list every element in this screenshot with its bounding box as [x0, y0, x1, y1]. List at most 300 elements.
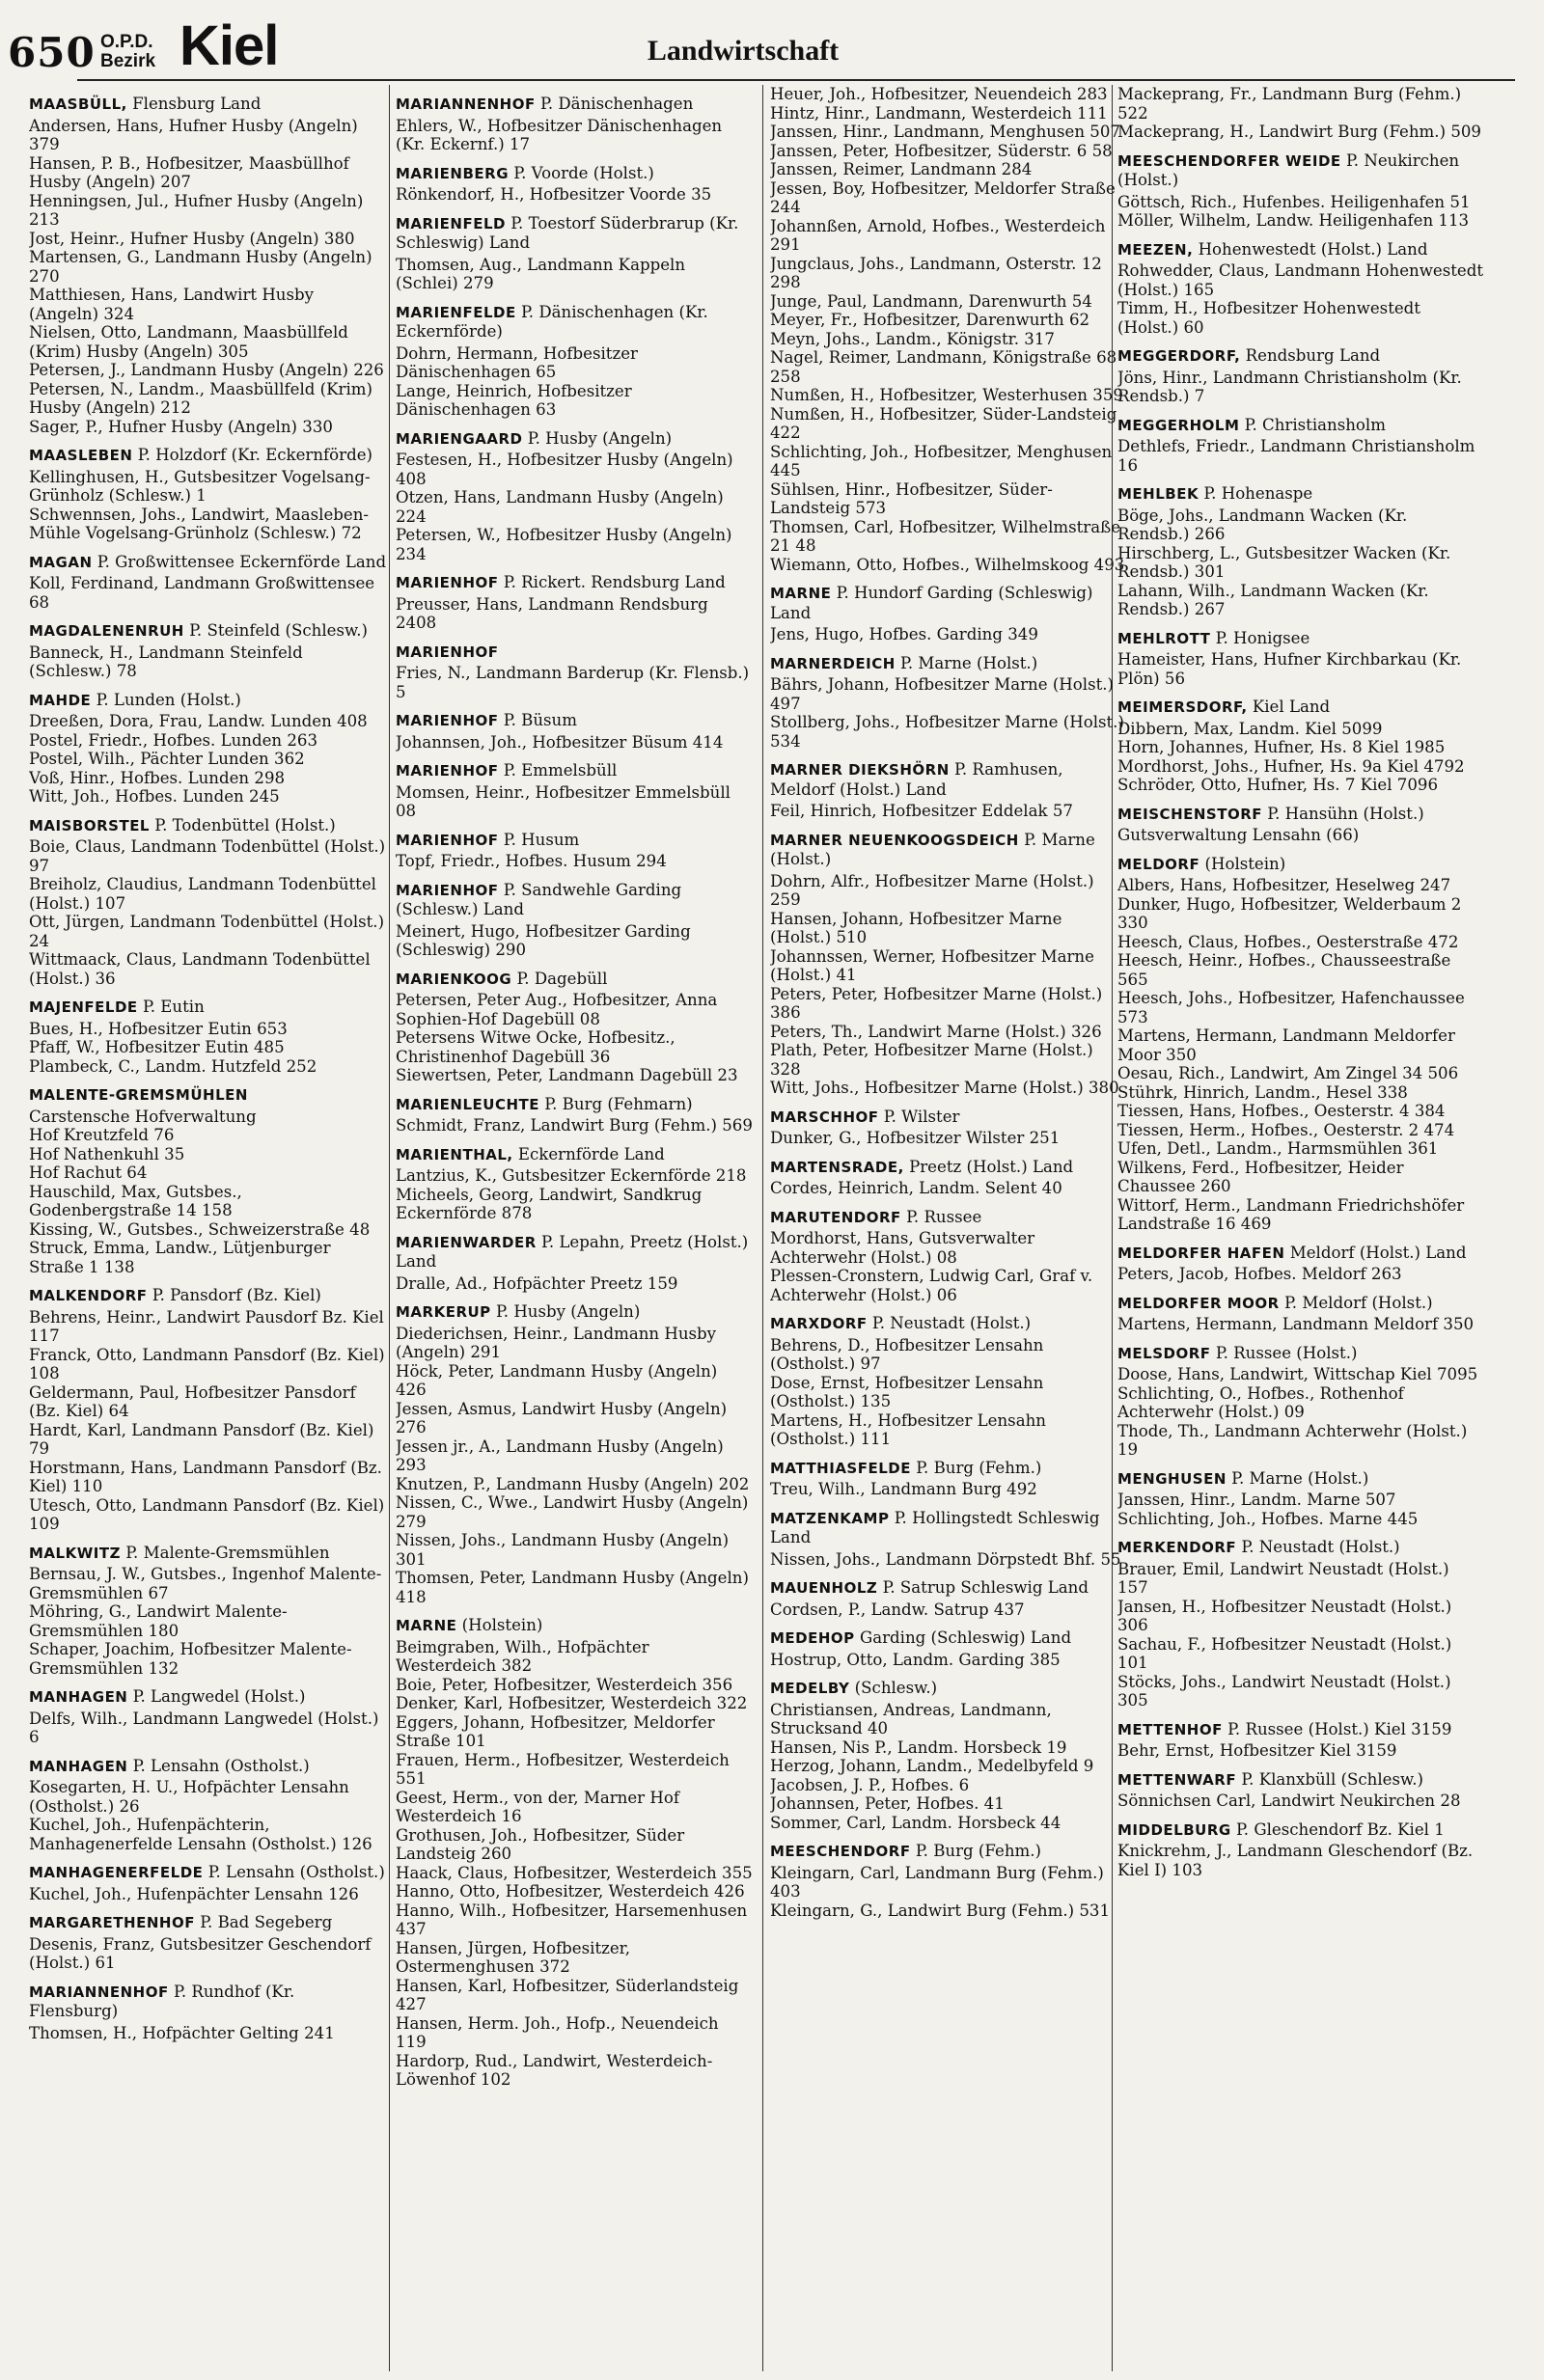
place-heading: [1117, 805, 1484, 825]
directory-entry: Johannsen, Joh., Hofbesitzer Büsum 414: [396, 732, 724, 752]
place-heading: [1117, 484, 1484, 505]
directory-entry: Knickrehm, J., Landmann Gleschendorf (Bz. Kiel I) 103: [1117, 1842, 1474, 1879]
place-postal-info: P. Gleschendorf Bz. Kiel 1: [1230, 1819, 1445, 1839]
directory-entry: Lahann, Wilh., Landmann Wacken (Kr. Rendsb.) 267: [1117, 581, 1429, 618]
directory-entry: Franck, Otto, Landmann Pansdorf (Bz. Kiel) 108: [29, 1345, 385, 1382]
directory-entry: Carstensche Hofverwaltung: [29, 1107, 257, 1126]
place-name: MALKWITZ: [29, 1544, 121, 1562]
directory-entry: Petersen, W., Hofbesitzer Husby (Angeln) 234: [396, 526, 732, 563]
place-name: MATZENKAMP: [770, 1509, 890, 1527]
place-name: MARNER NEUENKOOGSDEICH: [770, 831, 1019, 849]
place-heading: [396, 761, 753, 781]
directory-entry: Janssen, Reimer, Landmann 284: [770, 160, 1033, 178]
directory-entry: Schlichting, Joh., Hofbesitzer, Menghusen 445: [770, 442, 1113, 479]
bezirk-label: Bezirk: [100, 51, 156, 71]
place-name: MARNER DIEKSHÖRN: [770, 761, 950, 779]
directory-entry: Dreeßen, Dora, Frau, Landw. Lunden 408: [29, 712, 368, 730]
directory-entry: Hanno, Wilh., Hofbesitzer, Harsemenhusen 437: [396, 1901, 748, 1938]
directory-entry: Martens, Hermann, Landmann Meldorf 350: [1117, 1315, 1475, 1333]
place-name: MARIENKOOG: [396, 970, 512, 988]
place-heading: [396, 95, 753, 115]
place-postal-info: P. Voorde (Holst.): [509, 163, 654, 182]
place-heading: [770, 1509, 1127, 1548]
place-heading: [770, 1208, 1127, 1228]
place-postal-info: Rendsburg Land: [1240, 346, 1381, 365]
directory-entry: Dralle, Ad., Hofpächter Preetz 159: [396, 1273, 678, 1293]
opd-label: O.P.D.: [100, 32, 153, 52]
place-heading: [770, 1842, 1127, 1862]
directory-entry: Schaper, Joachim, Hofbesitzer Malente-Gremsmühlen 132: [29, 1640, 352, 1678]
directory-entry: Möhring, G., Landwirt Malente-Gremsmühlen 180: [29, 1602, 288, 1640]
place-name: MARIENFELD: [396, 214, 506, 233]
place-name: MARNERDEICH: [770, 654, 896, 672]
place-postal-info: P. Christiansholm: [1239, 415, 1386, 434]
place-postal-info: P. Hansühn (Holst.): [1262, 804, 1424, 823]
directory-entry: Witt, Joh., Hofbes. Lunden 245: [29, 787, 280, 806]
place-postal-info: P. Husby (Angeln): [490, 1302, 641, 1321]
directory-entry: Meyn, Johs., Landm., Königstr. 317: [770, 329, 1055, 348]
directory-column-3: [770, 85, 1127, 2371]
place-name: MEIMERSDORF,: [1117, 698, 1248, 716]
directory-entry: Schwennsen, Johs., Landwirt, Maasleben-Mühle Vogelsang-Grünholz (Schlesw.) 72: [29, 505, 370, 542]
place-heading: [29, 1286, 388, 1306]
directory-entry: Hardt, Karl, Landmann Pansdorf (Bz. Kiel) 79: [29, 1420, 374, 1458]
directory-entry: Peters, Jacob, Hofbes. Meldorf 263: [1117, 1265, 1402, 1283]
place-heading: [396, 1233, 753, 1272]
place-postal-info: Hohenwestedt (Holst.) Land: [1193, 239, 1428, 259]
directory-entry: Behrens, D., Hofbesitzer Lensahn (Ostholst.) 97: [770, 1335, 1044, 1373]
place-postal-info: P. Wilster: [878, 1107, 960, 1126]
directory-entry: Numßen, H., Hofbesitzer, Westerhusen 359: [770, 386, 1123, 404]
place-postal-info: P. Lepahn, Preetz (Holst.) Land: [396, 1232, 749, 1271]
directory-entry: Numßen, H., Hofbesitzer, Süder-Landsteig 422: [770, 404, 1117, 442]
directory-entry: Topf, Friedr., Hofbes. Husum 294: [396, 852, 667, 870]
place-postal-info: (Holstein): [456, 1616, 543, 1634]
place-name: MELSDORF: [1117, 1344, 1211, 1362]
directory-entry: Heuer, Joh., Hofbesitzer, Neuendeich 283: [770, 85, 1108, 103]
directory-entry: Jessen jr., A., Landmann Husby (Angeln) 293: [396, 1436, 724, 1474]
place-postal-info: P. Burg (Fehm.): [910, 1458, 1042, 1477]
section-title: Landwirtschaft: [647, 35, 840, 67]
place-name: MEGGERDORF,: [1117, 347, 1241, 365]
directory-entry: Dohrn, Alfr., Hofbesitzer Marne (Holst.) 259: [770, 871, 1094, 909]
directory-entry: Rönkendorf, H., Hofbesitzer Voorde 35: [396, 185, 712, 204]
directory-entry: Doose, Hans, Landwirt, Wittschap Kiel 7095: [1117, 1365, 1478, 1383]
place-name: MARIENLEUCHTE: [396, 1095, 539, 1113]
place-heading: [770, 1314, 1127, 1334]
place-name: MERKENDORF: [1117, 1539, 1237, 1556]
directory-entry: Postel, Wilh., Pächter Lunden 362: [29, 750, 305, 768]
directory-entry: Lange, Heinrich, Hofbesitzer Dänischenhagen 63: [396, 381, 632, 419]
directory-entry: Hardorp, Rud., Landwirt, Westerdeich-Löwenhof 102: [396, 2051, 713, 2089]
place-postal-info: P. Neustadt (Holst.): [867, 1314, 1032, 1332]
place-name: MEDELBY: [770, 1680, 850, 1697]
directory-entry: Horn, Johannes, Hufner, Hs. 8 Kiel 1985: [1117, 738, 1446, 756]
directory-column-4: [1117, 85, 1484, 2371]
place-postal-info: P. Husby (Angeln): [522, 428, 673, 448]
directory-entry: Hauschild, Max, Gutsbes., Godenbergstraße 14 158: [29, 1182, 242, 1219]
place-heading: [396, 1302, 753, 1323]
directory-entry: Tiessen, Hans, Hofbes., Oesterstr. 4 384: [1117, 1102, 1446, 1120]
directory-entry: Feil, Hinrich, Hofbesitzer Eddelak 57: [770, 802, 1073, 820]
directory-entry: Petersen, Peter Aug., Hofbesitzer, Anna Sophien-Hof Dagebüll 08: [396, 991, 718, 1028]
header-rule: [77, 79, 1515, 81]
place-name: MAHDE: [29, 691, 92, 709]
directory-entry: Petersen, J., Landmann Husby (Angeln) 226: [29, 361, 384, 379]
place-postal-info: P. Langwedel (Holst.): [127, 1687, 306, 1706]
directory-entry: Hansen, Karl, Hofbesitzer, Süderlandsteig 427: [396, 1976, 739, 2013]
directory-entry: Breiholz, Claudius, Landmann Todenbüttel (Holst.) 107: [29, 875, 376, 913]
place-name: MANHAGEN: [29, 1688, 128, 1706]
directory-entry: Heesch, Heinr., Hofbes., Chausseestraße 565: [1117, 951, 1451, 989]
directory-entry: Bährs, Johann, Hofbesitzer Marne (Holst.) 497: [770, 675, 1114, 713]
directory-entry: Dose, Ernst, Hofbesitzer Lensahn (Ostholst.) 135: [770, 1373, 1044, 1410]
place-name: MELDORFER HAFEN: [1117, 1244, 1285, 1262]
place-heading: [1117, 240, 1484, 260]
place-name: MARIENHOF: [396, 831, 499, 849]
directory-entry: Hostrup, Otto, Landm. Garding 385: [770, 1650, 1061, 1669]
place-name: MARIENHOF: [396, 712, 499, 729]
directory-entry: Johannsen, Peter, Hofbes. 41: [770, 1794, 1005, 1813]
place-heading: [770, 1459, 1127, 1479]
place-heading: [1117, 1720, 1484, 1740]
place-postal-info: P. Büsum: [498, 711, 577, 729]
place-heading: [1117, 1469, 1484, 1490]
directory-entry: Boie, Peter, Hofbesitzer, Westerdeich 356: [396, 1675, 733, 1694]
directory-entry: Cordsen, P., Landw. Satrup 437: [770, 1600, 1025, 1619]
place-heading: [1117, 629, 1484, 649]
place-postal-info: P. Neustadt (Holst.): [1236, 1538, 1400, 1556]
directory-entry: Plath, Peter, Hofbesitzer Marne (Holst.) 328: [770, 1041, 1093, 1079]
place-name: MARIENWARDER: [396, 1233, 537, 1251]
place-name: MENGHUSEN: [1117, 1469, 1227, 1488]
directory-entry: Ufen, Detl., Landm., Harmsmühlen 361: [1117, 1139, 1439, 1158]
place-name: MAGDALENENRUH: [29, 622, 184, 640]
directory-entry: Thomsen, Carl, Hofbesitzer, Wilhelmstraße 21 48: [770, 517, 1121, 555]
directory-entry: Beimgraben, Wilh., Hofpächter Westerdeich 382: [396, 1637, 649, 1675]
place-heading: [770, 584, 1127, 623]
directory-entry: Nissen, Johs., Landmann Dörpstedt Bhf. 55: [770, 1549, 1121, 1569]
place-name: MARNE: [396, 1617, 457, 1634]
directory-entry: Behr, Ernst, Hofbesitzer Kiel 3159: [1117, 1741, 1397, 1760]
place-heading: [396, 303, 753, 342]
place-name: MARGARETHENHOF: [29, 1914, 195, 1931]
directory-entry: Andersen, Hans, Hufner Husby (Angeln) 379: [29, 116, 358, 153]
place-name: MARKERUP: [396, 1303, 491, 1321]
place-heading: [770, 760, 1127, 800]
place-name: METTENHOF: [1117, 1720, 1223, 1738]
place-name: MARIENHOF: [396, 643, 499, 661]
place-name: MEISCHENSTORF: [1117, 805, 1263, 823]
directory-entry: Jost, Heinr., Hufner Husby (Angeln) 380: [29, 229, 355, 248]
place-heading: [29, 1983, 388, 2022]
directory-entry: Dethlefs, Friedr., Landmann Christiansholm 16: [1117, 437, 1475, 475]
place-postal-info: P. Steinfeld (Schlesw.): [183, 621, 368, 640]
directory-entry: Struck, Emma, Landw., Lütjenburger Straße 1 138: [29, 1239, 331, 1276]
place-name: MARIENHOF: [396, 881, 499, 899]
place-postal-info: P. Großwittensee Eckernförde Land: [92, 552, 387, 571]
place-name: MAJENFELDE: [29, 999, 138, 1016]
directory-entry: Plessen-Cronstern, Ludwig Carl, Graf v. Achterwehr (Holst.) 06: [770, 1267, 1093, 1304]
place-name: MEESCHENDORFER WEIDE: [1117, 151, 1341, 170]
place-postal-info: P. Husum: [498, 830, 580, 849]
directory-entry: Jens, Hugo, Hofbes. Garding 349: [770, 625, 1038, 643]
directory-entry: Pfaff, W., Hofbesitzer Eutin 485: [29, 1038, 285, 1056]
directory-entry: Schlichting, O., Hofbes., Rothenhof Achterwehr (Holst.) 09: [1117, 1383, 1404, 1421]
directory-entry: Wilkens, Ferd., Hofbesitzer, Heider Chaussee 260: [1117, 1158, 1404, 1195]
directory-entry: Jungclaus, Johs., Landmann, Osterstr. 12 298: [770, 254, 1102, 291]
place-heading: [29, 446, 388, 466]
place-postal-info: P. Emmelsbüll: [498, 761, 618, 780]
directory-entry: Kosegarten, H. U., Hofpächter Lensahn (Ostholst.) 26: [29, 1778, 349, 1816]
directory-entry: Utesch, Otto, Landmann Pansdorf (Bz. Kiel) 109: [29, 1495, 385, 1533]
place-name: MAISBORSTEL: [29, 816, 150, 834]
directory-entry: Schmidt, Franz, Landwirt Burg (Fehm.) 569: [396, 1116, 753, 1135]
place-name: MARIENHOF: [396, 762, 499, 780]
directory-entry: Hansen, P. B., Hofbesitzer, Maasbüllhof Husby (Angeln) 207: [29, 153, 349, 191]
column-divider: [389, 85, 390, 2371]
place-name: MEGGERHOLM: [1117, 416, 1240, 434]
place-name: MARIENHOF: [396, 574, 499, 591]
directory-entry: Jacobsen, J. P., Hofbes. 6: [770, 1775, 970, 1794]
place-name: MARTENSRADE,: [770, 1158, 904, 1176]
directory-entry: Mackeprang, Fr., Landmann Burg (Fehm.) 522: [1117, 85, 1462, 123]
directory-entry: Koll, Ferdinand, Landmann Großwittensee 68: [29, 574, 375, 612]
place-heading: [29, 95, 388, 115]
place-heading: [29, 553, 388, 573]
place-heading: [29, 1687, 388, 1708]
place-name: MEESCHENDORF: [770, 1843, 911, 1860]
directory-entry: Sühlsen, Hinr., Hofbesitzer, Süder-Landsteig 573: [770, 479, 1053, 517]
place-heading: [1117, 151, 1484, 191]
directory-entry: Thode, Th., Landmann Achterwehr (Holst.) 19: [1117, 1421, 1468, 1459]
place-heading: [396, 429, 753, 450]
directory-entry: Heesch, Johs., Hofbesitzer, Hafenchaussee 573: [1117, 989, 1465, 1026]
place-heading: [1117, 416, 1484, 436]
directory-entry: Hof Rachut 64: [29, 1163, 148, 1182]
place-name: MARIENFELDE: [396, 303, 516, 321]
place-name: MARIENTHAL,: [396, 1145, 513, 1163]
directory-entry: Jessen, Asmus, Landwirt Husby (Angeln) 276: [396, 1399, 728, 1436]
place-heading: [396, 1095, 753, 1115]
directory-entry: Wiemann, Otto, Hofbes., Wilhelmskoog 493: [770, 555, 1125, 574]
place-postal-info: (Schlesw.): [849, 1679, 938, 1697]
directory-entry: Heesch, Claus, Hofbes., Oesterstraße 472: [1117, 932, 1459, 951]
place-postal-info: P. Burg (Fehm.): [910, 1842, 1041, 1860]
place-postal-info: P. Russee: [900, 1207, 982, 1226]
place-postal-info: P. Rundhof (Kr. Flensburg): [29, 1982, 295, 2020]
directory-entry: Thomsen, Peter, Landmann Husby (Angeln) 418: [396, 1569, 749, 1606]
place-heading: [770, 1158, 1127, 1178]
place-heading: [396, 164, 753, 184]
place-heading: [770, 654, 1127, 674]
directory-entry: Janssen, Peter, Hofbesitzer, Süderstr. 6 58: [770, 141, 1113, 160]
directory-entry: Kleingarn, G., Landwirt Burg (Fehm.) 531: [770, 1901, 1111, 1920]
place-heading: [770, 1679, 1127, 1699]
directory-entry: Janssen, Hinr., Landm. Marne 507: [1117, 1491, 1396, 1509]
place-postal-info: P. Meldorf (Holst.): [1279, 1293, 1433, 1312]
district-label: [100, 33, 155, 71]
directory-entry: Hirschberg, L., Gutsbesitzer Wacken (Kr. Rendsb.) 301: [1117, 543, 1451, 581]
place-heading: [396, 970, 753, 990]
directory-entry: Postel, Friedr., Hofbes. Lunden 263: [29, 730, 318, 750]
place-name: MANHAGEN: [29, 1757, 128, 1775]
place-heading: [770, 831, 1127, 870]
place-postal-info: (Holstein): [1199, 854, 1286, 873]
directory-entry: Johannßen, Arnold, Hofbes., Westerdeich 291: [770, 216, 1106, 254]
place-name: MALKENDORF: [29, 1287, 148, 1304]
place-postal-info: P. Malente-Gremsmühlen: [120, 1543, 330, 1562]
directory-entry: Preusser, Hans, Landmann Rendsburg 2408: [396, 594, 708, 632]
place-name: MIDDELBURG: [1117, 1820, 1231, 1839]
place-name: MAGAN: [29, 553, 93, 571]
place-postal-info: Flensburg Land: [126, 95, 262, 113]
directory-entry: Martensen, G., Landmann Husby (Angeln) 270: [29, 248, 372, 286]
directory-entry: Matthiesen, Hans, Landwirt Husby (Angeln) 324: [29, 286, 315, 323]
directory-entry: Meyer, Fr., Hofbesitzer, Darenwurth 62: [770, 311, 1090, 329]
directory-entry: Treu, Wilh., Landmann Burg 492: [770, 1480, 1037, 1498]
place-postal-info: P. Hollingstedt Schleswig Land: [770, 1508, 1100, 1546]
place-heading: [1117, 1538, 1484, 1558]
place-postal-info: P. Klanxbüll (Schlesw.): [1236, 1769, 1423, 1789]
directory-entry: Meinert, Hugo, Hofbesitzer Garding (Schleswig) 290: [396, 921, 691, 959]
directory-entry: Geest, Herm., von der, Marner Hof Westerdeich 16: [396, 1788, 679, 1825]
directory-entry: Schlichting, Joh., Hofbes. Marne 445: [1117, 1509, 1419, 1528]
directory-entry: Dibbern, Max, Landm. Kiel 5099: [1117, 719, 1383, 738]
directory-entry: Timm, H., Hofbesitzer Hohenwestedt (Holst.) 60: [1117, 299, 1420, 337]
place-name: MAASLEBEN: [29, 447, 133, 464]
place-postal-info: P. Holzdorf (Kr. Eckernförde): [132, 446, 373, 464]
directory-entry: Albers, Hans, Hofbesitzer, Heselweg 247: [1117, 876, 1451, 894]
directory-entry: Kuchel, Joh., Hufenpächterin, Manhagenerfelde Lensahn (Ostholst.) 126: [29, 1816, 372, 1853]
directory-column-2: [396, 85, 753, 2371]
directory-entry: Micheels, Georg, Landwirt, Sandkrug Eckernförde 878: [396, 1185, 703, 1222]
directory-entry: Lantzius, K., Gutsbesitzer Eckernförde 218: [396, 1166, 747, 1185]
directory-entry: Sommer, Carl, Landm. Horsbeck 44: [770, 1813, 1062, 1832]
directory-entry: Kissing, W., Gutsbes., Schweizerstraße 48: [29, 1219, 371, 1239]
directory-entry: Jöns, Hinr., Landmann Christiansholm (Kr. Rendsb.) 7: [1117, 368, 1462, 405]
directory-entry: Göttsch, Rich., Hufenbes. Heiligenhafen 51: [1117, 192, 1471, 211]
place-postal-info: P. Honigsee: [1210, 628, 1310, 647]
place-postal-info: P. Hundorf Garding (Schleswig) Land: [770, 584, 1093, 622]
directory-entry: Schröder, Otto, Hufner, Hs. 7 Kiel 7096: [1117, 776, 1439, 794]
place-name: MEHLBEK: [1117, 485, 1199, 503]
place-name: MARIENGAARD: [396, 429, 523, 448]
directory-entry: Horstmann, Hans, Landmann Pansdorf (Bz. Kiel) 110: [29, 1458, 382, 1495]
place-postal-info: P. Lensahn (Ostholst.): [203, 1863, 385, 1881]
directory-entry: Eggers, Johann, Hofbesitzer, Meldorfer Straße 101: [396, 1712, 715, 1750]
directory-entry: Hof Nathenkuhl 35: [29, 1144, 185, 1163]
place-heading: [396, 214, 753, 254]
place-postal-info: P. Pansdorf (Bz. Kiel): [147, 1286, 321, 1304]
place-heading: [396, 1616, 753, 1636]
directory-column-1: [29, 85, 388, 2371]
place-heading: [396, 881, 753, 920]
place-postal-info: P. Russee (Holst.): [1210, 1343, 1358, 1362]
directory-entry: Diederichsen, Heinr., Landmann Husby (Angeln) 291: [396, 1324, 717, 1361]
directory-entry: Kleingarn, Carl, Landmann Burg (Fehm.) 403: [770, 1863, 1104, 1901]
directory-entry: Hameister, Hans, Hufner Kirchbarkau (Kr. Plön) 56: [1117, 650, 1462, 688]
directory-entry: Bues, H., Hofbesitzer Eutin 653: [29, 1019, 288, 1038]
directory-entry: Christiansen, Andreas, Landmann, Strucksand 40: [770, 1700, 1052, 1737]
directory-entry: Hansen, Herm. Joh., Hofp., Neuendeich 119: [396, 2013, 719, 2051]
place-postal-info: P. Ramhusen, Meldorf (Holst.) Land: [770, 760, 1063, 799]
directory-entry: Höck, Peter, Landmann Husby (Angeln) 426: [396, 1361, 718, 1399]
directory-entry: Frauen, Herm., Hofbesitzer, Westerdeich 551: [396, 1750, 730, 1788]
directory-entry: Jansen, H., Hofbesitzer Neustadt (Holst.) 306: [1117, 1597, 1452, 1634]
place-heading: [1117, 1344, 1484, 1364]
place-heading: [29, 1913, 388, 1933]
place-postal-info: Meldorf (Holst.) Land: [1284, 1243, 1467, 1262]
place-heading: [770, 1628, 1127, 1649]
directory-entry: Mordhorst, Johs., Hufner, Hs. 9a Kiel 4792: [1117, 756, 1465, 776]
place-heading: [396, 573, 753, 593]
directory-entry: Peters, Th., Landwirt Marne (Holst.) 326: [770, 1022, 1102, 1041]
place-postal-info: Garding (Schleswig) Land: [854, 1628, 1072, 1647]
place-postal-info: P. Satrup Schleswig Land: [877, 1578, 1089, 1597]
directory-entry: Cordes, Heinrich, Landm. Selent 40: [770, 1179, 1062, 1197]
place-postal-info: P. Hohenaspe: [1199, 484, 1313, 503]
directory-entry: Dunker, G., Hofbesitzer Wilster 251: [770, 1129, 1061, 1147]
directory-entry: Otzen, Hans, Landmann Husby (Angeln) 224: [396, 488, 724, 526]
directory-entry: Boie, Claus, Landmann Todenbüttel (Holst.) 97: [29, 837, 386, 875]
place-postal-info: P. Russee (Holst.) Kiel 3159: [1222, 1719, 1452, 1738]
place-heading: [29, 1544, 388, 1564]
place-postal-info: Kiel Land: [1247, 698, 1331, 716]
page-header: [0, 0, 1544, 77]
place-heading: [29, 1863, 388, 1883]
directory-entry: Janssen, Hinr., Landmann, Menghusen 507: [770, 123, 1120, 141]
page-number: 650: [8, 29, 96, 76]
city-name: Kiel: [179, 14, 279, 77]
directory-entry: Henningsen, Jul., Hufner Husby (Angeln) 213: [29, 191, 364, 229]
place-heading: [29, 691, 388, 711]
place-heading: [1117, 1244, 1484, 1264]
directory-entry: Hansen, Jürgen, Hofbesitzer, Ostermenghusen 372: [396, 1938, 631, 1976]
place-heading: [1117, 346, 1484, 367]
place-name: MEDEHOP: [770, 1629, 855, 1647]
place-heading: [396, 831, 753, 851]
place-postal-info: P. Todenbüttel (Holst.): [150, 815, 336, 834]
place-heading: [29, 621, 388, 642]
column-divider: [762, 85, 763, 2371]
place-name: MELDORFER MOOR: [1117, 1294, 1280, 1312]
place-heading: [29, 998, 388, 1018]
directory-entry: Haack, Claus, Hofbesitzer, Westerdeich 355: [396, 1863, 753, 1882]
directory-entry: Sager, P., Hufner Husby (Angeln) 330: [29, 417, 333, 436]
place-postal-info: P. Dänischenhagen (Kr. Eckernförde): [396, 302, 708, 341]
directory-entry: Gutsverwaltung Lensahn (66): [1117, 826, 1360, 844]
place-postal-info: P. Lensahn (Ostholst.): [127, 1756, 310, 1775]
place-name: MATTHIASFELDE: [770, 1459, 911, 1477]
place-name: MARIANNENHOF: [396, 96, 536, 113]
directory-entry: Johannssen, Werner, Hofbesitzer Marne (Holst.) 41: [770, 946, 1094, 984]
place-heading: [1117, 1294, 1484, 1314]
directory-entry: Grothusen, Joh., Hofbesitzer, Süder Landsteig 260: [396, 1825, 685, 1863]
place-postal-info: P. Burg (Fehmarn): [539, 1094, 693, 1113]
directory-entry: Junge, Paul, Landmann, Darenwurth 54: [770, 291, 1092, 311]
place-postal-info: P. Marne (Holst.): [895, 653, 1038, 672]
directory-entry: Dohrn, Hermann, Hofbesitzer Dänischenhagen 65: [396, 343, 638, 381]
place-postal-info: P. Toestorf Süderbrarup (Kr. Schleswig) Land: [396, 213, 739, 252]
place-heading: [29, 816, 388, 836]
place-name: MANHAGENERFELDE: [29, 1864, 204, 1881]
directory-entry: Geldermann, Paul, Hofbesitzer Pansdorf (Bz. Kiel) 64: [29, 1382, 356, 1420]
place-name: MARNE: [770, 585, 832, 602]
directory-entry: Desenis, Franz, Gutsbesitzer Geschendorf (Holst.) 61: [29, 1934, 372, 1972]
place-heading: [770, 1108, 1127, 1128]
place-postal-info: P. Sandwehle Garding (Schlesw.) Land: [396, 880, 682, 918]
